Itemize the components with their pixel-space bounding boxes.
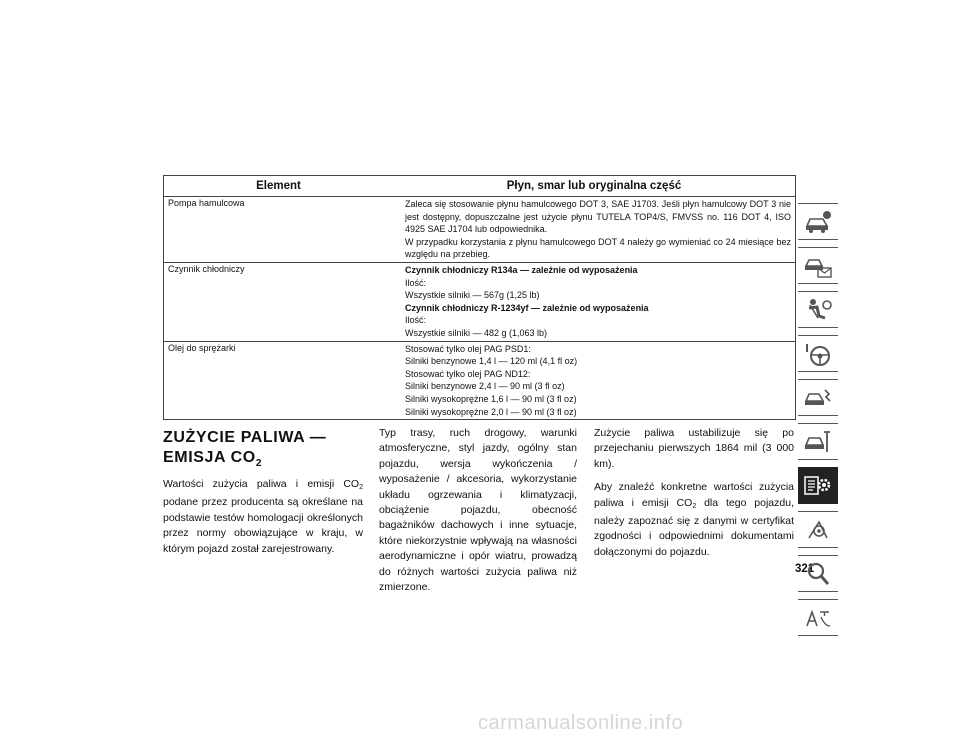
specifications-gear-icon [803, 472, 833, 500]
page-number: 321 [795, 563, 815, 575]
spec-line: Stosować tylko olej PAG ND12: [405, 368, 531, 379]
row-spec [401, 342, 795, 420]
spec-line: Ilość: [405, 315, 427, 326]
spec-line: Zaleca się stosowanie płynu hamulcowego DOT 3, SAE J1703. Jeśli płyn hamulcowy DOT 3 nie jest dostępny, dopuszczalne jest użycie płynu TUTELA TOP4/S, FMVSS no. 116 DOT 4, ISO 4925 SAE J1704 lub odpowiednika. [405, 199, 791, 235]
tab-seatbelt-airbag[interactable] [798, 291, 838, 328]
spec-line: Silniki benzynowe 1,4 l — 120 ml (4,1 fl oz) [405, 356, 578, 367]
section-title: ZUŻYCIE PALIWA — EMISJA $CO_2$ [163, 429, 327, 469]
row-element: Czynnik chłodniczy [168, 263, 245, 274]
seatbelt-airbag-icon [803, 296, 833, 324]
tab-steering-wheel[interactable] [798, 335, 838, 372]
text-column-2 [379, 426, 577, 603]
text-column-1 [163, 477, 363, 565]
spec-line: Wszystkie silniki — 567g (1,25 lb) [405, 290, 540, 301]
multimedia-icon [803, 516, 833, 544]
paragraph: Zużycie paliwa ustabilizuje się po przejechaniu pierwszych 1864 mil (3 000 km). [594, 427, 794, 470]
search-index-icon [803, 560, 833, 588]
paragraph: Typ trasy, ruch drogowy, warunki atmosferyczne, styl jazdy, ogólny stan pojazdu, wersja wykończenia / wyposażenie / akcesoria, wykorzystanie układu ogrzewania i klimatyzacji, obciążenie pojazdu, obecność bagażników dachowych i inne sytuacje, które niekorzystnie wpływają na własności aerodynamiczne i opór wiatru, prowadzą do różnych wartości zużycia paliwa niż zmierzone. [379, 427, 577, 594]
tab-specifications[interactable] [798, 467, 838, 504]
header-fluid: Płyn, smar lub oryginalna część [506, 180, 682, 192]
table-row [164, 263, 795, 342]
row-element: Olej do sprężarki [168, 342, 236, 353]
car-info-icon [803, 208, 833, 236]
spec-line: Wszystkie silniki — 482 g (1,063 lb) [405, 327, 548, 338]
row-spec [401, 263, 795, 341]
header-element: Element [256, 180, 301, 192]
car-crash-icon [803, 384, 833, 412]
tab-car-info[interactable] [798, 203, 838, 240]
chapter-tabs [798, 203, 838, 643]
steering-wheel-icon [803, 340, 833, 368]
watermark: carmanualsonline.info [478, 712, 684, 734]
spec-line: Ilość: [405, 277, 427, 288]
tab-language[interactable] [798, 599, 838, 636]
row-spec [401, 197, 795, 262]
spec-line: Czynnik chłodniczy R134a — zależnie od wyposażenia [405, 264, 638, 275]
spec-line: Silniki wysokoprężne 2,0 l — 90 ml (3 fl oz) [405, 406, 577, 417]
tab-multimedia[interactable] [798, 511, 838, 548]
spec-line: Silniki benzynowe 2,4 l — 90 ml (3 fl oz) [405, 381, 565, 392]
table-row [164, 197, 795, 263]
spec-line: Czynnik chłodniczy R-1234yf — zależnie od wyposażenia [405, 302, 649, 313]
paragraph: Wartości zużycia paliwa i emisji $CO_2$ podane przez producenta są określane na podstawie testów homologacji określonych przez normy obowiązujące w kraju, w którym pojazd został zarejestrowany. [163, 478, 363, 555]
tab-search-index[interactable] [798, 555, 838, 592]
spec-line: W przypadku korzystania z płynu hamulcowego DOT 4 należy go wymieniać co 24 miesiące bez względu na przebieg. [405, 236, 791, 260]
specifications-table [163, 175, 796, 420]
car-message-icon [803, 252, 833, 280]
table-header [164, 176, 795, 197]
spec-line: Stosować tylko olej PAG PSD1: [405, 343, 531, 354]
tab-car-service[interactable] [798, 423, 838, 460]
table-row [164, 342, 795, 420]
language-text-icon [803, 604, 833, 632]
car-service-tools-icon [803, 428, 833, 456]
row-element: Pompa hamulcowa [168, 198, 245, 208]
paragraph: Aby znaleźć konkretne wartości zużycia paliwa i emisji $CO_2$ dla tego pojazdu, należy zapoznać się z danymi w certyfikat zgodności i odpowiednimi dokumentami dołączonymi do pojazdu. [594, 481, 794, 558]
spec-line: Silniki wysokoprężne 1,6 l — 90 ml (3 fl oz) [405, 393, 577, 404]
tab-car-message[interactable] [798, 247, 838, 284]
text-column-3 [594, 426, 794, 568]
tab-car-crash[interactable] [798, 379, 838, 416]
